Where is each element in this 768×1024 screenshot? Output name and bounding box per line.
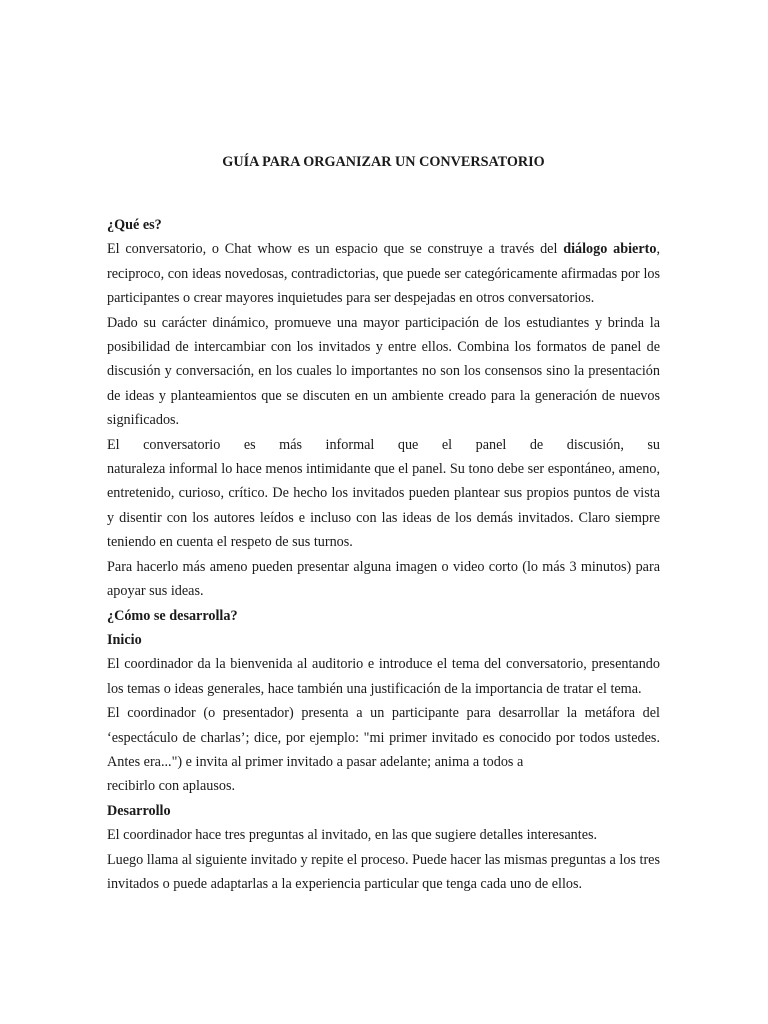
paragraph-presenter-tail: recibirlo con aplausos. [107, 778, 236, 795]
definition-text-end: , reciproco, con ideas novedosas, contradictorias, que puede ser categóricamente afirmadas por los participantes o crear mayores inquietudes para ser despejadas en otros conversatorios. [107, 241, 660, 307]
paragraph-informal-line1: El conversatorio es más informal que el panel de discusión, su [107, 436, 660, 453]
paragraph-dynamic-character: Dado su carácter dinámico, promueve una mayor participación de los estudiantes y brinda la posibilidad de intercambiar con los invitados y entre ellos. Combina los formatos de panel de discusión y conversación, en los cuales lo importantes no son los consensos sino la presentación de ideas y planteamientos que se discuten en un ambiente creado para la generación de nuevos significados. [107, 314, 660, 429]
document-title: GUÍA PARA ORGANIZAR UN CONVERSATORIO [222, 154, 545, 170]
document-body [107, 150, 660, 896]
definition-emphasis: diálogo abierto [563, 241, 657, 258]
subheading-desarrollo: Desarrollo [107, 802, 171, 819]
paragraph-image-video: Para hacerlo más ameno pueden presentar alguna imagen o video corto (lo más 3 minutos) para apoyar sus ideas. [107, 558, 660, 600]
subheading-inicio: Inicio [107, 631, 142, 648]
paragraph-welcome: El coordinador da la bienvenida al auditorio e introduce el tema del conversatorio, presentando los temas o ideas generales, hace también una justificación de la importancia de tratar el tema. [107, 656, 660, 697]
paragraph-presenter: El coordinador (o presentador) presenta a un participante para desarrollar la metáfora del ‘espectáculo de charlas’; dice, por ejemplo: "mi primer invitado es conocido por todos ustedes. Antes era...") e invita al primer invitado a pasar adelante; anima a todos a [107, 705, 660, 770]
paragraph-definition [107, 237, 660, 310]
section-heading-como-se-desarrolla: ¿Cómo se desarrolla? [107, 607, 238, 624]
paragraph-three-questions: El coordinador hace tres preguntas al invitado, en las que sugiere detalles interesantes. [107, 827, 598, 844]
paragraph-next-guest: Luego llama al siguiente invitado y repite el proceso. Puede hacer las mismas preguntas a los tres invitados o puede adaptarlas a la experiencia particular que tenga cada uno de ellos. [107, 851, 660, 892]
definition-text-start: El conversatorio, o Chat whow es un espacio que se construye a través del [107, 241, 564, 258]
section-heading-que-es: ¿Qué es? [107, 217, 162, 233]
paragraph-informal-rest: naturaleza informal lo hace menos intimidante que el panel. Su tono debe ser espontáneo, ameno, entretenido, curioso, crítico. De hecho los invitados pueden plantear sus propios puntos de vista y disentir con los autores leídos e incluso con las ideas de los demás invitados. Claro siempre teniendo en cuenta el respeto de sus turnos. [107, 461, 660, 551]
